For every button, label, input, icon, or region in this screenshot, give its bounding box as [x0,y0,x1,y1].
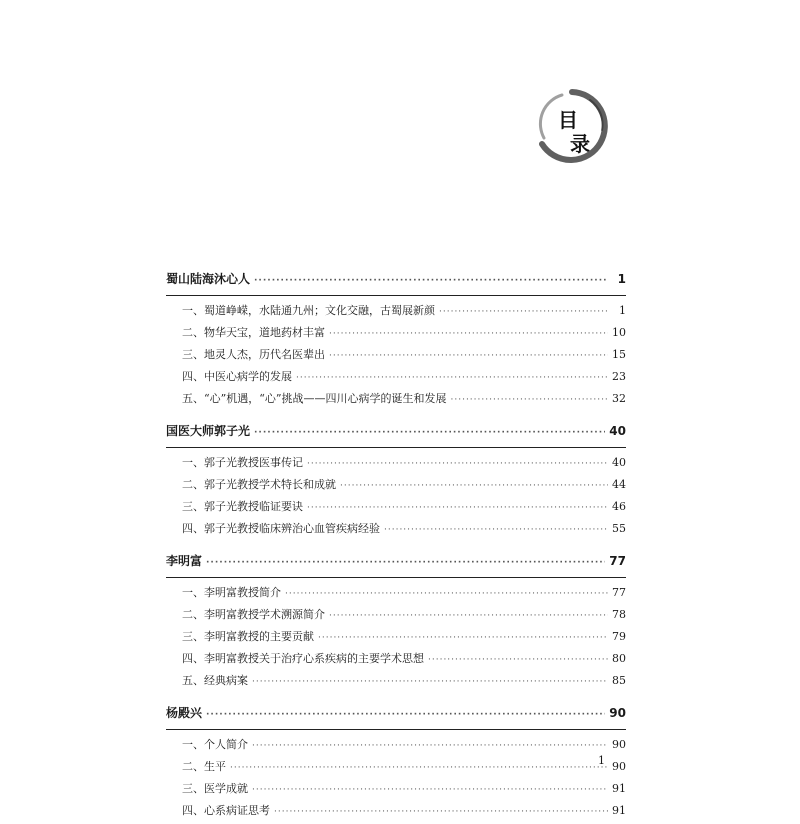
leader-dots [451,395,609,405]
section-divider [166,447,626,448]
entry-label: 四、郭子光教授临床辨治心血管疾病经验 [182,522,380,535]
entry-label: 一、李明富教授简介 [182,586,281,599]
section-divider [166,729,626,730]
entry-page: 91 [612,782,626,795]
toc-entry[interactable] [166,584,626,606]
section-heading[interactable] [166,552,626,574]
page-number: 1 [598,754,605,767]
section-page: 90 [609,706,626,720]
toc-title-badge [532,86,612,166]
entry-label: 三、地灵人杰，历代名医辈出 [182,348,325,361]
entry-page: 23 [612,370,626,383]
entry-label: 四、中医心病学的发展 [182,370,292,383]
leader-dots [307,503,608,513]
section-divider [166,577,626,578]
entry-page: 40 [612,456,626,469]
section-heading[interactable] [166,270,626,292]
toc-section [166,552,626,694]
entry-label: 一、蜀道峥嵘，水陆通九州；文化交融，古蜀展新颜 [182,304,435,317]
toc-entry[interactable] [166,302,626,324]
section-title: 蜀山陆海沐心人 [166,272,251,286]
toc-entry[interactable] [166,346,626,368]
leader-dots [252,741,608,751]
leader-dots [329,329,608,339]
section-divider [166,295,626,296]
toc-entry[interactable] [166,324,626,346]
leader-dots [428,655,608,665]
toc-section [166,422,626,542]
entry-page: 79 [612,630,626,643]
entry-page: 90 [612,760,626,773]
entry-label: 二、生平 [182,760,226,773]
toc-entry[interactable] [166,390,626,412]
leader-dots [285,589,608,599]
leader-dots [274,807,608,817]
toc-entry[interactable] [166,498,626,520]
leader-dots [206,710,605,720]
leader-dots [329,611,608,621]
entry-page: 44 [612,478,626,491]
section-title: 李明富 [166,554,203,568]
toc-entry[interactable] [166,606,626,628]
entry-label: 二、郭子光教授学术特长和成就 [182,478,336,491]
section-heading[interactable] [166,422,626,444]
toc-entry[interactable] [166,454,626,476]
toc-entry[interactable] [166,368,626,390]
table-of-contents [166,270,626,824]
toc-title-char-2: 录 [570,132,590,156]
leader-dots [318,633,608,643]
toc-entry[interactable] [166,628,626,650]
entry-label: 二、李明富教授学术溯源简介 [182,608,325,621]
toc-entry[interactable] [166,736,626,758]
entry-label: 四、心系病证思考 [182,804,270,817]
entry-label: 五、经典病案 [182,674,248,687]
toc-entry[interactable] [166,802,626,824]
entry-page: 32 [612,392,626,405]
leader-dots [254,276,608,286]
entry-label: 五、“心”机遇，“心”挑战——四川心病学的诞生和发展 [182,392,447,405]
leader-dots [206,558,605,568]
entry-page: 77 [612,586,626,599]
entry-label: 三、医学成就 [182,782,248,795]
leader-dots [254,428,605,438]
entry-page: 10 [612,326,626,339]
section-heading[interactable] [166,704,626,726]
toc-entry[interactable] [166,780,626,802]
leader-dots [252,785,608,795]
toc-entry[interactable] [166,758,626,780]
entry-page: 80 [612,652,626,665]
entry-label: 一、个人简介 [182,738,248,751]
section-page: 40 [609,424,626,438]
leader-dots [384,525,608,535]
entry-label: 三、李明富教授的主要贡献 [182,630,314,643]
toc-entry[interactable] [166,650,626,672]
toc-entry[interactable] [166,520,626,542]
entry-label: 四、李明富教授关于治疗心系疾病的主要学术思想 [182,652,424,665]
entry-label: 二、物华天宝，道地药材丰富 [182,326,325,339]
section-page: 77 [609,554,626,568]
leader-dots [296,373,608,383]
toc-entry[interactable] [166,476,626,498]
toc-entry[interactable] [166,672,626,694]
leader-dots [329,351,608,361]
leader-dots [252,677,608,687]
section-title: 杨殿兴 [166,706,203,720]
leader-dots [340,481,608,491]
entry-page: 78 [612,608,626,621]
section-title: 国医大师郭子光 [166,424,251,438]
entry-label: 三、郭子光教授临证要诀 [182,500,303,513]
section-page: 1 [617,272,626,286]
entry-page: 1 [619,304,626,317]
entry-page: 15 [612,348,626,361]
leader-dots [230,763,608,773]
entry-page: 55 [612,522,626,535]
leader-dots [439,307,608,317]
toc-title-char-1: 目 [558,108,578,132]
entry-page: 90 [612,738,626,751]
toc-section [166,270,626,412]
entry-page: 91 [612,804,626,817]
leader-dots [307,459,608,469]
entry-page: 46 [612,500,626,513]
entry-label: 一、郭子光教授医事传记 [182,456,303,469]
entry-page: 85 [612,674,626,687]
toc-section [166,704,626,824]
